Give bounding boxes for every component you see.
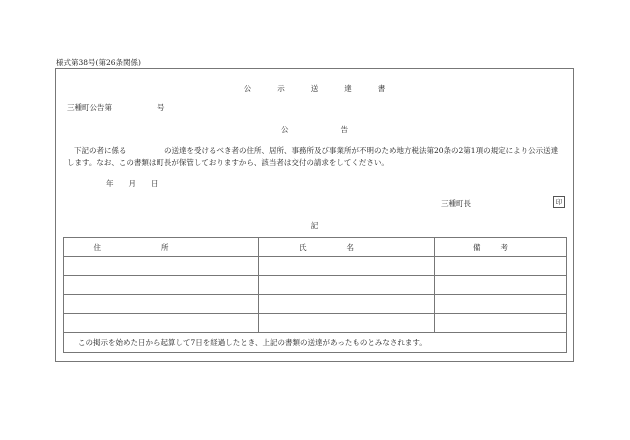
address-cell <box>64 314 259 333</box>
table-row <box>64 257 567 276</box>
column-header-address: 住所 <box>64 238 259 257</box>
notice-subtitle: 公告 <box>281 125 400 134</box>
remarks-cell <box>435 276 567 295</box>
footer-note: この掲示を始めた日から起算して7日を経過したとき、上記の書類の送達があったものとみなされます。 <box>64 333 567 353</box>
name-cell <box>259 276 435 295</box>
table-footer-row <box>64 333 567 353</box>
column-header-remarks: 備考 <box>435 238 567 257</box>
record-mark: 記 <box>310 221 319 230</box>
table-row <box>64 314 567 333</box>
address-cell <box>64 276 259 295</box>
table-row <box>64 276 567 295</box>
name-cell <box>259 314 435 333</box>
notice-number: 三種町公告第 号 <box>67 103 165 112</box>
remarks-cell <box>435 295 567 314</box>
remarks-cell <box>435 314 567 333</box>
seal-stamp-icon: 印 <box>553 196 565 208</box>
document-title: 公示送達書 <box>243 84 412 93</box>
form-number-label: 様式第38号(第26条関係) <box>56 58 141 67</box>
table-row <box>64 295 567 314</box>
table-header-row <box>64 238 567 257</box>
recipient-table <box>63 237 567 353</box>
name-cell <box>259 257 435 276</box>
date-line: 年 月 日 <box>106 179 159 188</box>
name-cell <box>259 295 435 314</box>
column-header-name: 氏名 <box>259 238 435 257</box>
mayor-signature: 三種町長 <box>441 199 471 208</box>
notice-document <box>55 68 574 362</box>
address-cell <box>64 295 259 314</box>
address-cell <box>64 257 259 276</box>
notice-body-text: 下記の者に係る の送達を受けるべき者の住所、居所、事務所及び事業所が不明のため地方税法第20条の2第1項の規定により公示送達します。なお、この書類は町長が保管しておりますから、該当者は交付の請求をしてください。 <box>67 146 559 167</box>
remarks-cell <box>435 257 567 276</box>
